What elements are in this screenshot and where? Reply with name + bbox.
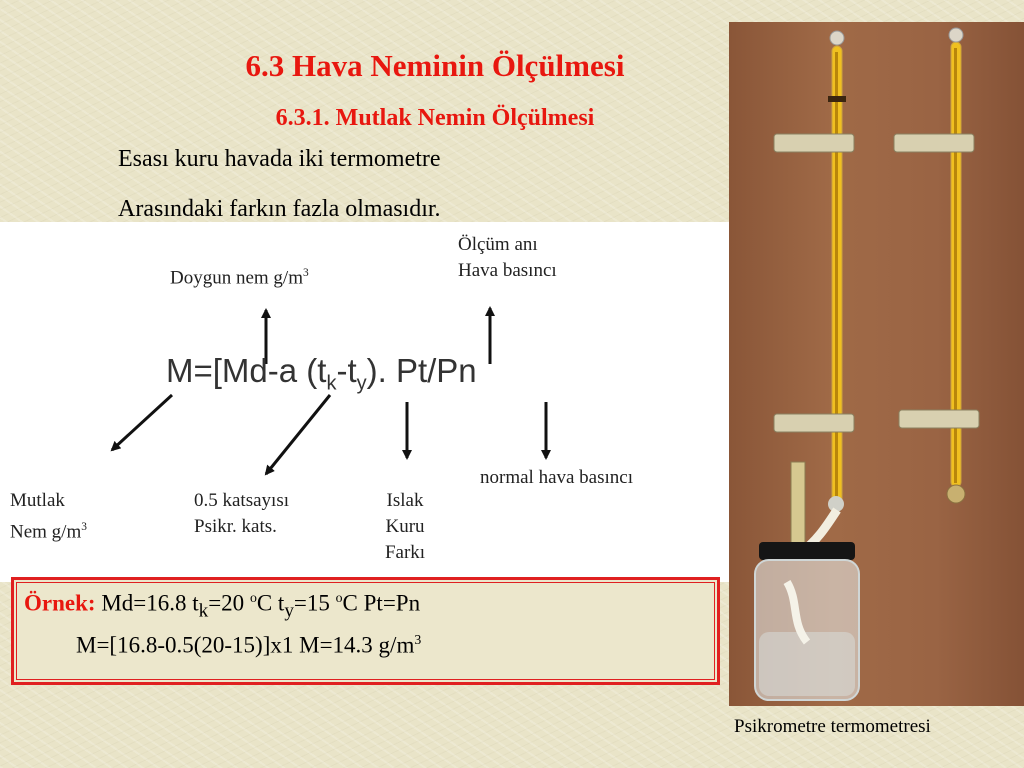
label-islak-kuru: Islak Kuru Farkı — [384, 490, 426, 563]
example-line-2: M=[16.8-0.5(20-15)]x1 M=14.3 $g/m^3$ — [76, 632, 422, 658]
slide-subtitle: 6.3.1. Mutlak Nemin Ölçülmesi — [275, 105, 595, 131]
intro-line-1: Esası kuru havada iki termometre — [118, 146, 441, 172]
label-olcum-ani: Ölçüm anı Hava basıncı — [458, 234, 557, 281]
label-katsayi: 0.5 katsayısı Psikr. kats. — [194, 490, 289, 537]
arrow-to-mutlak — [112, 395, 172, 450]
formula-diagram — [0, 222, 730, 582]
arrow-to-katsayi — [266, 395, 330, 474]
psychrometer-photo — [729, 22, 1024, 706]
formula: M=[Md-a $(t_k-t_y)$. Pt/Pn — [166, 352, 477, 395]
dry-thermometer — [894, 28, 979, 503]
photo-caption: Psikrometre termometresi — [734, 716, 931, 737]
psychrometer-illustration — [729, 22, 1024, 706]
wet-thermometer — [774, 31, 854, 512]
water-jar — [755, 542, 859, 700]
slide-title: 6.3 Hava Neminin Ölçülmesi — [245, 48, 625, 83]
label-doygun-nem: Doygun nem $g/m^3$ — [170, 267, 309, 289]
intro-line-2: Arasındaki farkın fazla olmasıdır. — [118, 196, 441, 222]
diagram-arrows — [0, 222, 730, 582]
example-label: Örnek: — [24, 590, 96, 616]
example-line-1: Örnek: Md=16.8 $t_k=20$ $^o$C $t_y=15$ $^o$C Pt=Pn — [24, 590, 421, 622]
label-normal-hava: normal hava basıncı — [480, 467, 634, 488]
label-mutlak-nem: Mutlak Nem $g/m^3$ — [10, 490, 87, 543]
example-box — [11, 577, 720, 685]
